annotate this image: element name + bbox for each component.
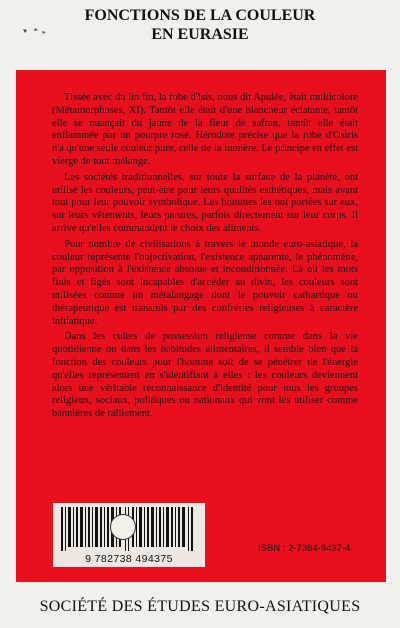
title-line-2: EN EURASIE [151, 26, 249, 43]
barcode-number: 9 782738 494375 [85, 553, 173, 565]
blurb-paragraph-4: Dans les cultes de possession religieuse comme dans la vie quotidienne ou dans les habitudes alimentaires, il semble bien que la fonction des couleurs pour l'homme soit de se pénétrer de l'énergie qu'elles représentent en s'identifiant à elles : les couleurs deviennent alors une véritable reconnaissance d'identité pour tous les groupes religieux, sociaux, politiques ou nationaux qui vont les utiliser comme bannières de ralliement. [52, 331, 358, 420]
blurb-paragraph-2: Les sociétés traditionnelles, sur toute la surface de la planète, ont utilisé les couleurs, peut-être pour leurs qualités esthétiques, mais avant tout pour leur pouvoir symbolique. Les hommes les ont portées sur eux, sur leurs vêtements, leurs parures, parfois directement sur leur corps. Il arrive qu'elles commandent le choix des aliments. [52, 171, 358, 234]
blurb-text [52, 92, 358, 424]
publisher-name: SOCIÉTÉ DES ÉTUDES EURO-ASIATIQUES [39, 598, 361, 615]
title-line-1: FONCTIONS DE LA COULEUR [84, 7, 316, 24]
blurb-paragraph-3: Pour nombre de civilisations à travers le monde euro-asiatique, la couleur représente l'objectivation, l'existence apparente, le phénomène, par opposition à l'existence absolue et inconditionnée. Là où les mots finis et figés sont incapables d'accéder au divin, les couleurs sont utilisées comme un métalangage dont le pouvoir cathartique ou thérapeutique est transmis par des confréries religieuses à caractère initiatique. [52, 238, 358, 327]
book-title [0, 6, 400, 44]
blurb-paragraph-1: Tissée avec du lin fin, la robe d'Isis, nous dit Apulée, était multicolore (Métamorphoses, XI). Tantôt elle était d'une blancheur éclatante, tantôt elle se nuançait du jaune de la fleur de safran, tantôt elle était enflammée par un pourpre rosé. Hérodote précise que la robe d'Osiris n'a qu'une seule couleur pure, celle de la lumière. Le principe en effet est vierge de tout mélange. [52, 92, 358, 167]
isbn: ISBN : 2-7384-9437-4 [258, 543, 351, 554]
decorative-mark-icon [22, 26, 48, 36]
publisher-seal-icon [110, 514, 136, 540]
